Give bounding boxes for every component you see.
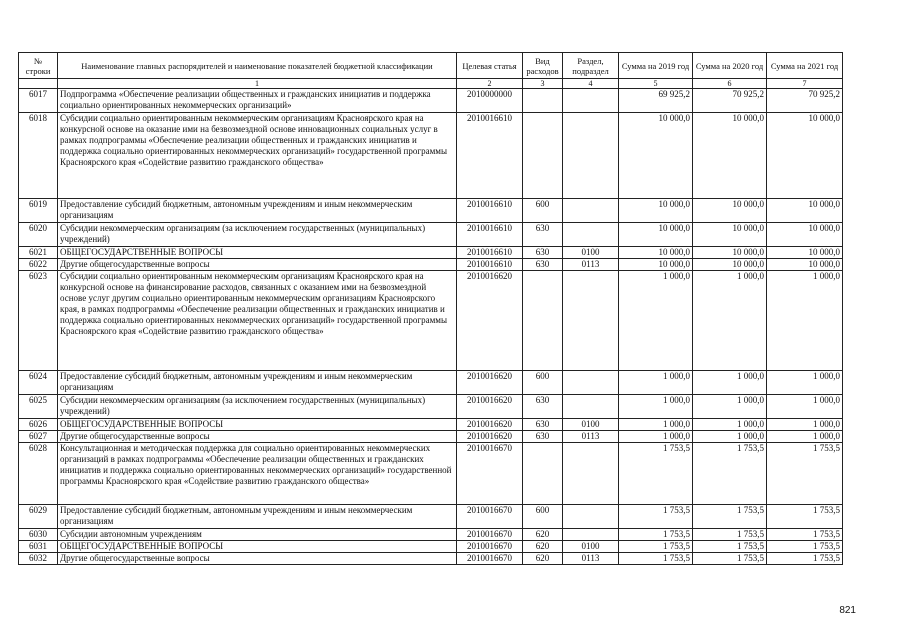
header-section: Раздел, подраздел (563, 53, 619, 79)
row-number-cell: 6021 (19, 247, 58, 259)
expense-kind-cell: 630 (523, 223, 563, 247)
row-number-cell: 6020 (19, 223, 58, 247)
budget-table (18, 52, 843, 565)
table-row (19, 259, 843, 271)
row-number-cell: 6017 (19, 89, 58, 113)
page-number: 821 (839, 605, 856, 616)
target-article-cell: 2010016620 (457, 395, 523, 419)
expense-kind-cell: 600 (523, 199, 563, 223)
table-row (19, 271, 843, 371)
target-article-cell: 2010000000 (457, 89, 523, 113)
row-name-cell: Субсидии автономным учреждениям (58, 529, 457, 541)
table-row (19, 223, 843, 247)
amount-2020-cell: 1 000,0 (693, 395, 767, 419)
amount-2021-cell: 1 753,5 (767, 505, 843, 529)
amount-2019-cell: 1 753,5 (619, 529, 693, 541)
row-name-cell: Другие общегосударственные вопросы (58, 431, 457, 443)
table-row (19, 419, 843, 431)
amount-2019-cell: 10 000,0 (619, 113, 693, 199)
amount-2019-cell: 10 000,0 (619, 247, 693, 259)
expense-kind-cell: 630 (523, 419, 563, 431)
amount-2021-cell: 1 000,0 (767, 395, 843, 419)
section-cell: 0113 (563, 259, 619, 271)
section-cell (563, 505, 619, 529)
column-index: 1 (58, 79, 457, 89)
row-name-cell: Другие общегосударственные вопросы (58, 553, 457, 565)
amount-2020-cell: 10 000,0 (693, 247, 767, 259)
target-article-cell: 2010016620 (457, 419, 523, 431)
amount-2020-cell: 1 753,5 (693, 443, 767, 505)
amount-2019-cell: 1 000,0 (619, 431, 693, 443)
section-cell (563, 371, 619, 395)
row-number-cell: 6027 (19, 431, 58, 443)
table-row (19, 443, 843, 505)
expense-kind-cell: 600 (523, 505, 563, 529)
section-cell: 0100 (563, 419, 619, 431)
table-row (19, 199, 843, 223)
row-number-cell: 6024 (19, 371, 58, 395)
row-name-cell: ОБЩЕГОСУДАРСТВЕННЫЕ ВОПРОСЫ (58, 541, 457, 553)
amount-2021-cell: 10 000,0 (767, 223, 843, 247)
amount-2020-cell: 70 925,2 (693, 89, 767, 113)
column-index: 3 (523, 79, 563, 89)
amount-2019-cell: 1 753,5 (619, 443, 693, 505)
amount-2020-cell: 1 000,0 (693, 271, 767, 371)
expense-kind-cell: 600 (523, 371, 563, 395)
row-number-cell: 6023 (19, 271, 58, 371)
table-row (19, 553, 843, 565)
amount-2020-cell: 1 753,5 (693, 553, 767, 565)
table-row (19, 505, 843, 529)
amount-2019-cell: 1 000,0 (619, 395, 693, 419)
column-index: 2 (457, 79, 523, 89)
target-article-cell: 2010016610 (457, 259, 523, 271)
amount-2020-cell: 10 000,0 (693, 259, 767, 271)
row-number-cell: 6029 (19, 505, 58, 529)
header-target: Целевая статья (457, 53, 523, 79)
column-index: 5 (619, 79, 693, 89)
expense-kind-cell: 620 (523, 541, 563, 553)
expense-kind-cell (523, 89, 563, 113)
amount-2021-cell: 1 000,0 (767, 371, 843, 395)
column-index-row (19, 79, 843, 89)
expense-kind-cell: 630 (523, 259, 563, 271)
target-article-cell: 2010016620 (457, 431, 523, 443)
expense-kind-cell (523, 113, 563, 199)
section-cell (563, 443, 619, 505)
column-index: 7 (767, 79, 843, 89)
target-article-cell: 2010016610 (457, 199, 523, 223)
row-name-cell: ОБЩЕГОСУДАРСТВЕННЫЕ ВОПРОСЫ (58, 419, 457, 431)
amount-2021-cell: 1 000,0 (767, 419, 843, 431)
section-cell: 0100 (563, 247, 619, 259)
section-cell (563, 395, 619, 419)
section-cell: 0113 (563, 431, 619, 443)
amount-2019-cell: 1 753,5 (619, 505, 693, 529)
expense-kind-cell (523, 271, 563, 371)
amount-2019-cell: 1 753,5 (619, 553, 693, 565)
amount-2020-cell: 1 000,0 (693, 371, 767, 395)
row-number-cell: 6028 (19, 443, 58, 505)
amount-2020-cell: 10 000,0 (693, 199, 767, 223)
row-number-cell: 6025 (19, 395, 58, 419)
row-number-cell: 6018 (19, 113, 58, 199)
row-number-cell: 6019 (19, 199, 58, 223)
amount-2020-cell: 1 753,5 (693, 505, 767, 529)
amount-2020-cell: 1 753,5 (693, 529, 767, 541)
amount-2019-cell: 1 000,0 (619, 371, 693, 395)
table-row (19, 529, 843, 541)
row-name-cell: Другие общегосударственные вопросы (58, 259, 457, 271)
row-name-cell: Консультационная и методическая поддержка для социально ориентированных некоммерческих организаций в рамках подпрограммы «Обеспечение реализации общественных и гражданских инициатив и поддержка социально ориентированных некоммерческих организаций» государственной программы Красноярского края «Содействие развитию гражданского общества» (58, 443, 457, 505)
column-index: 4 (563, 79, 619, 89)
table-row (19, 89, 843, 113)
expense-kind-cell: 630 (523, 247, 563, 259)
target-article-cell: 2010016670 (457, 529, 523, 541)
row-name-cell: Субсидии социально ориентированным некоммерческим организациям Красноярского края на конкурсной основе на финансирование расходов, связанных с оказанием ими на безвозмездной основе услуг другим социально ориентированным некоммерческим организациям Красноярского края, в рамках подпрограммы «Обеспечение реализации общественных и гражданских инициатив и поддержка социально ориентированных некоммерческих организаций» государственной программы Красноярского края «Содействие развитию гражданского общества» (58, 271, 457, 371)
amount-2021-cell: 1 000,0 (767, 271, 843, 371)
amount-2021-cell: 1 753,5 (767, 443, 843, 505)
table-row (19, 395, 843, 419)
table-row (19, 113, 843, 199)
amount-2020-cell: 1 000,0 (693, 419, 767, 431)
section-cell (563, 529, 619, 541)
budget-sheet (18, 52, 842, 565)
row-name-cell: Предоставление субсидий бюджетным, автономным учреждениям и иным некоммерческим организациям (58, 505, 457, 529)
amount-2019-cell: 1 000,0 (619, 419, 693, 431)
row-name-cell: Субсидии некоммерческим организациям (за исключением государственных (муниципальных) учреждений) (58, 395, 457, 419)
section-cell: 0113 (563, 553, 619, 565)
table-row (19, 541, 843, 553)
section-cell (563, 223, 619, 247)
table-row (19, 247, 843, 259)
section-cell (563, 271, 619, 371)
target-article-cell: 2010016620 (457, 271, 523, 371)
amount-2021-cell: 10 000,0 (767, 247, 843, 259)
amount-2020-cell: 10 000,0 (693, 223, 767, 247)
header-kind: Вид расходов (523, 53, 563, 79)
section-cell (563, 113, 619, 199)
row-name-cell: Предоставление субсидий бюджетным, автономным учреждениям и иным некоммерческим организациям (58, 199, 457, 223)
row-number-cell: 6032 (19, 553, 58, 565)
header-row (19, 53, 843, 79)
target-article-cell: 2010016670 (457, 553, 523, 565)
amount-2019-cell: 1 753,5 (619, 541, 693, 553)
target-article-cell: 2010016610 (457, 247, 523, 259)
amount-2021-cell: 10 000,0 (767, 199, 843, 223)
table-body (19, 89, 843, 565)
amount-2019-cell: 10 000,0 (619, 223, 693, 247)
expense-kind-cell (523, 443, 563, 505)
header-row-no: № строки (19, 53, 58, 79)
amount-2021-cell: 1 753,5 (767, 541, 843, 553)
row-number-cell: 6031 (19, 541, 58, 553)
expense-kind-cell: 630 (523, 395, 563, 419)
amount-2019-cell: 69 925,2 (619, 89, 693, 113)
amount-2019-cell: 10 000,0 (619, 199, 693, 223)
section-cell: 0100 (563, 541, 619, 553)
target-article-cell: 2010016670 (457, 443, 523, 505)
amount-2021-cell: 1 000,0 (767, 431, 843, 443)
amount-2019-cell: 1 000,0 (619, 271, 693, 371)
row-name-cell: Субсидии некоммерческим организациям (за исключением государственных (муниципальных) учреждений) (58, 223, 457, 247)
amount-2020-cell: 1 753,5 (693, 541, 767, 553)
section-cell (563, 89, 619, 113)
expense-kind-cell: 620 (523, 529, 563, 541)
header-2019: Сумма на 2019 год (619, 53, 693, 79)
amount-2021-cell: 1 753,5 (767, 553, 843, 565)
row-number-cell: 6026 (19, 419, 58, 431)
row-number-cell: 6022 (19, 259, 58, 271)
amount-2021-cell: 10 000,0 (767, 259, 843, 271)
target-article-cell: 2010016670 (457, 541, 523, 553)
target-article-cell: 2010016610 (457, 113, 523, 199)
header-name: Наименование главных распорядителей и наименование показателей бюджетной классификации (58, 53, 457, 79)
section-cell (563, 199, 619, 223)
target-article-cell: 2010016670 (457, 505, 523, 529)
table-row (19, 431, 843, 443)
header-2020: Сумма на 2020 год (693, 53, 767, 79)
amount-2021-cell: 70 925,2 (767, 89, 843, 113)
row-name-cell: Подпрограмма «Обеспечение реализации общественных и гражданских инициатив и поддержка социально ориентированных некоммерческих организаций» (58, 89, 457, 113)
expense-kind-cell: 630 (523, 431, 563, 443)
table-row (19, 371, 843, 395)
row-name-cell: ОБЩЕГОСУДАРСТВЕННЫЕ ВОПРОСЫ (58, 247, 457, 259)
amount-2021-cell: 1 753,5 (767, 529, 843, 541)
column-index (19, 79, 58, 89)
row-name-cell: Субсидии социально ориентированным некоммерческим организациям Красноярского края на конкурсной основе на оказание ими на безвозмездной основе инновационных социальных услуг в рамках подпрограммы «Обеспечение реализации общественных и гражданских инициатив и поддержка социально ориентированных некоммерческих организаций» государственной программы Красноярского края «Содействие развитию гражданского общества» (58, 113, 457, 199)
column-index: 6 (693, 79, 767, 89)
amount-2021-cell: 10 000,0 (767, 113, 843, 199)
row-number-cell: 6030 (19, 529, 58, 541)
row-name-cell: Предоставление субсидий бюджетным, автономным учреждениям и иным некоммерческим организациям (58, 371, 457, 395)
header-2021: Сумма на 2021 год (767, 53, 843, 79)
expense-kind-cell: 620 (523, 553, 563, 565)
target-article-cell: 2010016620 (457, 371, 523, 395)
amount-2019-cell: 10 000,0 (619, 259, 693, 271)
target-article-cell: 2010016610 (457, 223, 523, 247)
amount-2020-cell: 10 000,0 (693, 113, 767, 199)
amount-2020-cell: 1 000,0 (693, 431, 767, 443)
